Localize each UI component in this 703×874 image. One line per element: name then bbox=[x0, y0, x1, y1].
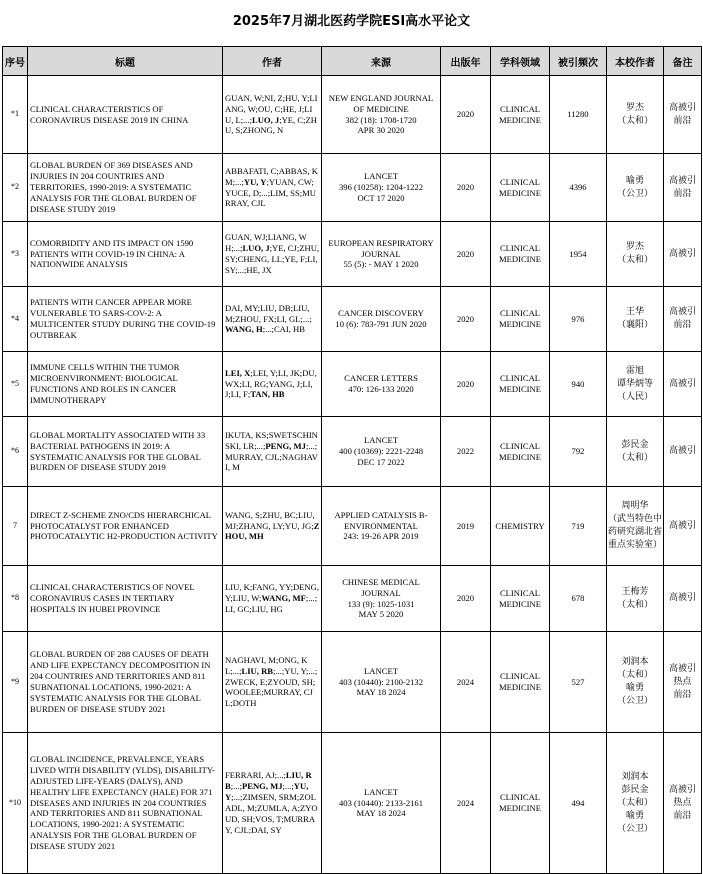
school-author-line: （公卫） bbox=[616, 188, 653, 199]
subject-field: CLINICAL MEDICINE bbox=[491, 222, 550, 287]
paper-source bbox=[322, 417, 441, 487]
school-author-line: 刘润本 bbox=[621, 771, 649, 782]
remark-tag: 热点 bbox=[673, 676, 692, 687]
source-line: LANCET bbox=[364, 786, 398, 797]
paper-title: CLINICAL CHARACTERISTICS OF NOVEL CORONAVIRUS CASES IN TERTIARY HOSPITALS IN HUBEI PROVINCE bbox=[28, 566, 223, 632]
source-line: 55 (5): - MAY 1 2020 bbox=[343, 259, 419, 270]
paper-year: 2019 bbox=[441, 487, 491, 566]
paper-year: 2022 bbox=[441, 417, 491, 487]
school-author-line: 喻勇 bbox=[625, 683, 644, 693]
author-text: ;...;MURRAY, CJL;NAGHAVI, M bbox=[225, 440, 318, 473]
school-author-line: 刘润本 bbox=[621, 657, 649, 667]
paper-title: IMMUNE CELLS WITHIN THE TUMOR MICROENVIRONMENT: BIOLOGICAL FUNCTIONS AND ROLES IN CANCER IMMUNOTHERAPY bbox=[28, 352, 223, 417]
source-line: 403 (10440): 2100-2132 bbox=[338, 676, 424, 687]
source-line: CHINESE MEDICAL JOURNAL bbox=[342, 576, 420, 598]
source-line: 470: 126-133 2020 bbox=[348, 384, 414, 394]
table-row bbox=[3, 154, 702, 222]
paper-source bbox=[322, 76, 441, 154]
citation-count: 494 bbox=[550, 733, 607, 874]
remark-tag: 高被引 bbox=[668, 593, 696, 603]
paper-authors bbox=[223, 566, 322, 632]
citation-count: 976 bbox=[550, 287, 607, 352]
papers-table bbox=[2, 46, 702, 874]
paper-source bbox=[322, 632, 441, 733]
subject-field: CLINICAL MEDICINE bbox=[491, 417, 550, 487]
source-line: 396 (10258): 1204-1222 bbox=[338, 182, 424, 193]
source-line: MAY 18 2024 bbox=[356, 808, 406, 819]
school-author-line: （太和） bbox=[616, 670, 653, 680]
school-author-name: LIU, RB bbox=[241, 665, 274, 676]
author-text: ;...; bbox=[282, 781, 294, 792]
remark-tag: 前沿 bbox=[673, 689, 692, 700]
row-number: *10 bbox=[3, 733, 28, 874]
paper-title: CLINICAL CHARACTERISTICS OF CORONAVIRUS DISEASE 2019 IN CHINA bbox=[28, 76, 223, 154]
author-text: ;...;LI, GC;LIU, HG bbox=[225, 593, 318, 614]
paper-authors bbox=[223, 154, 322, 222]
subject-field: CLINICAL MEDICINE bbox=[491, 287, 550, 352]
author-text: ;YE, CJ;ZHU, SY;CHENG, LL;YE, F;LI, SY;...;HE, JX bbox=[225, 243, 320, 275]
paper-title: GLOBAL INCIDENCE, PREVALENCE, YEARS LIVED WITH DISABILITY (YLDS), DISABILITY-ADJUSTED LIFE-YEARS (DALYS), AND HEALTHY LIFE EXPECTANCY (HALE) FOR 371 DISEASES AND INJURIES IN 204 COUNTRIES AND TERRITORIES AND 811 SUBNATIONAL LOCATIONS, 1990-2021: A SYSTEMATIC ANALYSIS FOR THE GLOBAL BURDEN OF DISEASE STUDY 2021 bbox=[28, 733, 223, 874]
source-line: 243: 19-26 APR 2019 bbox=[343, 531, 419, 542]
school-author-line: （太和） bbox=[616, 255, 653, 265]
paper-title: GLOBAL MORTALITY ASSOCIATED WITH 33 BACTERIAL PATHOGENS IN 2019: A SYSTEMATIC ANALYSIS FOR THE GLOBAL BURDEN OF DISEASE STUDY 2019 bbox=[28, 417, 223, 487]
paper-title: DIRECT Z-SCHEME ZNO/CDS HIERARCHICAL PHOTOCATALYST FOR ENHANCED PHOTOCATALYTIC H2-PRODUCTION ACTIVITY bbox=[28, 487, 223, 566]
remarks bbox=[664, 287, 702, 352]
header-year: 出版年 bbox=[441, 47, 491, 76]
school-author-line: 彭民金 bbox=[621, 439, 649, 450]
school-author-name: LUO, J bbox=[251, 114, 280, 125]
paper-title: COMORBIDITY AND ITS IMPACT ON 1590 PATIENTS WITH COVID-19 IN CHINA: A NATIONWIDE ANALYSIS bbox=[28, 222, 223, 287]
header-source: 来源 bbox=[322, 47, 441, 76]
school-authors bbox=[607, 154, 664, 222]
school-authors bbox=[607, 632, 664, 733]
school-authors bbox=[607, 733, 664, 874]
school-author-line: （人民） bbox=[616, 391, 653, 402]
table-row bbox=[3, 352, 702, 417]
school-author-name: ZHOU, MH bbox=[225, 520, 320, 542]
school-author-name: LEI, X bbox=[225, 367, 251, 378]
remark-tag: 高被引 bbox=[668, 378, 696, 389]
source-line: NEW ENGLAND JOURNAL OF MEDICINE bbox=[328, 92, 434, 114]
paper-source bbox=[322, 222, 441, 287]
author-text: DAI, MY;LIU, DB;LIU, M;ZHOU, FX;LI, GL;...; bbox=[225, 302, 312, 324]
author-text: ;...;YU, Y;...;ZWECK, E;ZYOUD, SH;WOOLEE;MURRAY, CJL;DOTH bbox=[225, 665, 318, 709]
author-text: FERRARI, AJ;...; bbox=[225, 770, 286, 781]
school-author-line: 彭民金 bbox=[621, 784, 649, 795]
header-field: 学科领域 bbox=[491, 47, 550, 76]
header-citations: 被引频次 bbox=[550, 47, 607, 76]
citation-count: 678 bbox=[550, 566, 607, 632]
school-author-line: （武当特色中药研究湖北省重点实验室） bbox=[607, 514, 662, 550]
school-author-name: LUO, J bbox=[242, 243, 270, 254]
source-line: 400 (10369): 2221-2248 bbox=[338, 446, 424, 457]
school-author-name: PENG, MJ bbox=[265, 440, 306, 451]
citation-count: 940 bbox=[550, 352, 607, 417]
subject-field: CLINICAL MEDICINE bbox=[491, 76, 550, 154]
remarks bbox=[664, 76, 702, 154]
remark-tag: 前沿 bbox=[673, 115, 692, 126]
school-author-line: 王华 bbox=[625, 307, 644, 317]
source-line: 10 (6): 783-791 JUN 2020 bbox=[335, 319, 427, 329]
remark-tag: 高被引 bbox=[668, 102, 696, 113]
remarks bbox=[664, 222, 702, 287]
table-row bbox=[3, 76, 702, 154]
school-authors bbox=[607, 352, 664, 417]
source-line: APPLIED CATALYSIS B-ENVIRONMENTAL bbox=[334, 509, 428, 531]
author-text: ;YUAN, CW;YUCE, D;...;LIM, SS;MURRAY, CJL bbox=[225, 176, 316, 209]
remarks bbox=[664, 566, 702, 632]
subject-field: CLINICAL MEDICINE bbox=[491, 632, 550, 733]
paper-title: GLOBAL BURDEN OF 369 DISEASES AND INJURIES IN 204 COUNTRIES AND TERRITORIES, 1990-2019: A SYSTEMATIC ANALYSIS FOR THE GLOBAL BURDEN OF DISEASE STUDY 2019 bbox=[28, 154, 223, 222]
paper-authors bbox=[223, 76, 322, 154]
citation-count: 11280 bbox=[550, 76, 607, 154]
author-text: ABBAFATI, C;ABBAS, KM;...; bbox=[225, 165, 318, 187]
source-line: LANCET bbox=[364, 665, 398, 676]
header-remarks: 备注 bbox=[664, 47, 702, 76]
source-line: 403 (10440): 2133-2161 bbox=[338, 797, 424, 808]
school-author-line: 喻勇 bbox=[625, 175, 644, 186]
row-number: 7 bbox=[3, 487, 28, 566]
page-title: 2025年7月湖北医药学院ESI高水平论文 bbox=[232, 14, 471, 29]
source-line: 133 (9): 1025-1031 bbox=[347, 598, 415, 609]
source-line: APR 30 2020 bbox=[357, 125, 405, 136]
citation-count: 527 bbox=[550, 632, 607, 733]
school-authors bbox=[607, 222, 664, 287]
source-line: OCT 17 2020 bbox=[357, 192, 405, 203]
paper-authors bbox=[223, 733, 322, 874]
paper-year: 2020 bbox=[441, 287, 491, 352]
table-row bbox=[3, 222, 702, 287]
school-author-name: LIU, RB bbox=[225, 770, 312, 792]
source-line: EUROPEAN RESPIRATORY JOURNAL bbox=[328, 237, 434, 259]
subject-field: CLINICAL MEDICINE bbox=[491, 154, 550, 222]
source-line: LANCET bbox=[364, 435, 398, 446]
paper-authors bbox=[223, 287, 322, 352]
remark-tag: 高被引 bbox=[668, 520, 696, 531]
author-text: GUAN, WJ;LIANG, WH;...; bbox=[225, 232, 307, 254]
author-text: ;...;ZIMSEN, SRM;ZOLADL, M;ZUMLA, A;ZYOUD, SH;VOS, T;MURRAY, CJL;DAI, SY bbox=[225, 792, 318, 835]
row-number: *8 bbox=[3, 566, 28, 632]
school-authors bbox=[607, 76, 664, 154]
school-author-line: （太和） bbox=[616, 452, 653, 463]
school-author-line: 喻勇 bbox=[625, 810, 644, 821]
remarks bbox=[664, 154, 702, 222]
school-author-name: YU, Y bbox=[243, 176, 267, 187]
paper-source bbox=[322, 733, 441, 874]
row-number: *5 bbox=[3, 352, 28, 417]
school-authors bbox=[607, 287, 664, 352]
paper-authors bbox=[223, 417, 322, 487]
source-line: LANCET bbox=[364, 171, 398, 182]
subject-field: CLINICAL MEDICINE bbox=[491, 566, 550, 632]
school-author-line: （太和） bbox=[616, 797, 653, 808]
table-row bbox=[3, 733, 702, 874]
row-number: *2 bbox=[3, 154, 28, 222]
remarks bbox=[664, 487, 702, 566]
source-line: 382 (18): 1708-1720 bbox=[345, 114, 417, 125]
remark-tag: 前沿 bbox=[673, 188, 692, 199]
author-text: ;...; bbox=[230, 781, 242, 792]
remark-tag: 前沿 bbox=[673, 810, 692, 821]
remark-tag: 热点 bbox=[673, 797, 692, 808]
paper-source bbox=[322, 566, 441, 632]
citation-count: 1954 bbox=[550, 222, 607, 287]
remarks bbox=[664, 733, 702, 874]
school-author-line: （太和） bbox=[616, 599, 653, 610]
subject-field: CHEMISTRY bbox=[491, 487, 550, 566]
author-text: ;YE, C;ZHU, S;ZHONG, N bbox=[225, 114, 317, 136]
author-text: ;LEI, Y;LI, JK;DU, WX;LI, RG;YANG, J;LI, J;LI, F; bbox=[225, 367, 317, 400]
school-author-name: YU, Y bbox=[225, 781, 309, 803]
school-author-line: 雷旭 bbox=[625, 365, 644, 376]
subject-field: CLINICAL MEDICINE bbox=[491, 733, 550, 874]
paper-title: PATIENTS WITH CANCER APPEAR MORE VULNERABLE TO SARS-COV-2: A MULTICENTER STUDY DURING THE COVID-19 OUTBREAK bbox=[28, 287, 223, 352]
row-number: *1 bbox=[3, 76, 28, 154]
paper-year: 2020 bbox=[441, 154, 491, 222]
paper-year: 2020 bbox=[441, 352, 491, 417]
paper-year: 2024 bbox=[441, 733, 491, 874]
header-school-author: 本校作者 bbox=[607, 47, 664, 76]
source-line: CANCER LETTERS bbox=[344, 373, 418, 384]
school-authors bbox=[607, 487, 664, 566]
table-row bbox=[3, 287, 702, 352]
school-author-line: 罗杰 bbox=[625, 242, 644, 252]
author-text: IKUTA, KS;SWETSCHINSKI, LR;...; bbox=[225, 429, 318, 451]
school-author-name: PENG, MJ bbox=[241, 781, 283, 792]
remarks bbox=[664, 417, 702, 487]
school-authors bbox=[607, 417, 664, 487]
school-author-line: 罗杰 bbox=[625, 102, 644, 113]
school-author-line: 王梅芳 bbox=[621, 586, 649, 597]
source-line: CANCER DISCOVERY bbox=[338, 308, 424, 319]
school-author-name: WANG, MF bbox=[261, 593, 306, 604]
row-number: *4 bbox=[3, 287, 28, 352]
remark-tag: 高被引 bbox=[668, 248, 696, 259]
school-author-line: （公卫） bbox=[616, 696, 653, 706]
school-author-line: （太和） bbox=[616, 115, 653, 126]
school-author-line: 周明华 bbox=[621, 501, 649, 511]
author-text: LIU, K;FANG, YY;DENG, Y;LIU, W; bbox=[225, 582, 319, 604]
paper-source bbox=[322, 352, 441, 417]
remark-tag: 高被引 bbox=[668, 307, 696, 317]
paper-title: GLOBAL BURDEN OF 288 CAUSES OF DEATH AND LIFE EXPECTANCY DECOMPOSITION IN 204 COUNTRIES AND TERRITORIES AND 811 SUBNATIONAL LOCATIONS, 1990-2021: A SYSTEMATIC ANALYSIS FOR THE GLOBAL BURDEN OF DISEASE STUDY 2021 bbox=[28, 632, 223, 733]
table-row bbox=[3, 566, 702, 632]
paper-authors bbox=[223, 352, 322, 417]
remark-tag: 前沿 bbox=[673, 320, 692, 330]
school-authors bbox=[607, 566, 664, 632]
paper-source bbox=[322, 487, 441, 566]
source-line: DEC 17 2022 bbox=[357, 456, 405, 467]
author-text: GUAN, W;NI, Z;HU, Y;LIANG, W;OU, C;HE, J;LIU, L;...; bbox=[225, 92, 318, 125]
row-number: *6 bbox=[3, 417, 28, 487]
school-author-line: 谭华炳等 bbox=[616, 378, 653, 389]
row-number: *3 bbox=[3, 222, 28, 287]
paper-year: 2020 bbox=[441, 222, 491, 287]
citation-count: 4396 bbox=[550, 154, 607, 222]
table-row bbox=[3, 417, 702, 487]
paper-source bbox=[322, 287, 441, 352]
citation-count: 792 bbox=[550, 417, 607, 487]
paper-authors bbox=[223, 222, 322, 287]
remark-tag: 高被引 bbox=[668, 663, 696, 674]
school-author-line: （公卫） bbox=[616, 823, 653, 834]
remarks bbox=[664, 352, 702, 417]
table-row bbox=[3, 487, 702, 566]
header-authors: 作者 bbox=[223, 47, 322, 76]
remark-tag: 高被引 bbox=[668, 784, 696, 795]
source-line: MAY 18 2024 bbox=[356, 687, 406, 698]
header-title: 标题 bbox=[28, 47, 223, 76]
table-body bbox=[3, 76, 702, 874]
subject-field: CLINICAL MEDICINE bbox=[491, 352, 550, 417]
school-author-name: TAN, HB bbox=[250, 389, 285, 400]
table-row bbox=[3, 632, 702, 733]
author-text: ;...;CAI, HB bbox=[262, 324, 305, 335]
remark-tag: 高被引 bbox=[668, 175, 696, 186]
remarks bbox=[664, 632, 702, 733]
source-line: MAY 5 2020 bbox=[358, 609, 404, 620]
paper-authors bbox=[223, 632, 322, 733]
paper-year: 2020 bbox=[441, 76, 491, 154]
school-author-line: （襄阳） bbox=[616, 320, 653, 330]
row-number: *9 bbox=[3, 632, 28, 733]
paper-year: 2024 bbox=[441, 632, 491, 733]
citation-count: 719 bbox=[550, 487, 607, 566]
author-text: NAGHAVI, M;ONG, KL;...; bbox=[225, 654, 308, 676]
remark-tag: 高被引 bbox=[668, 446, 696, 456]
header-no: 序号 bbox=[3, 47, 28, 76]
paper-authors bbox=[223, 487, 322, 566]
school-author-name: WANG, H bbox=[225, 324, 263, 335]
paper-year: 2020 bbox=[441, 566, 491, 632]
header-row bbox=[3, 47, 702, 76]
author-text: WANG, S;ZHU, BC;LIU, MJ;ZHANG, LY;YU, JG; bbox=[225, 509, 315, 531]
paper-source bbox=[322, 154, 441, 222]
